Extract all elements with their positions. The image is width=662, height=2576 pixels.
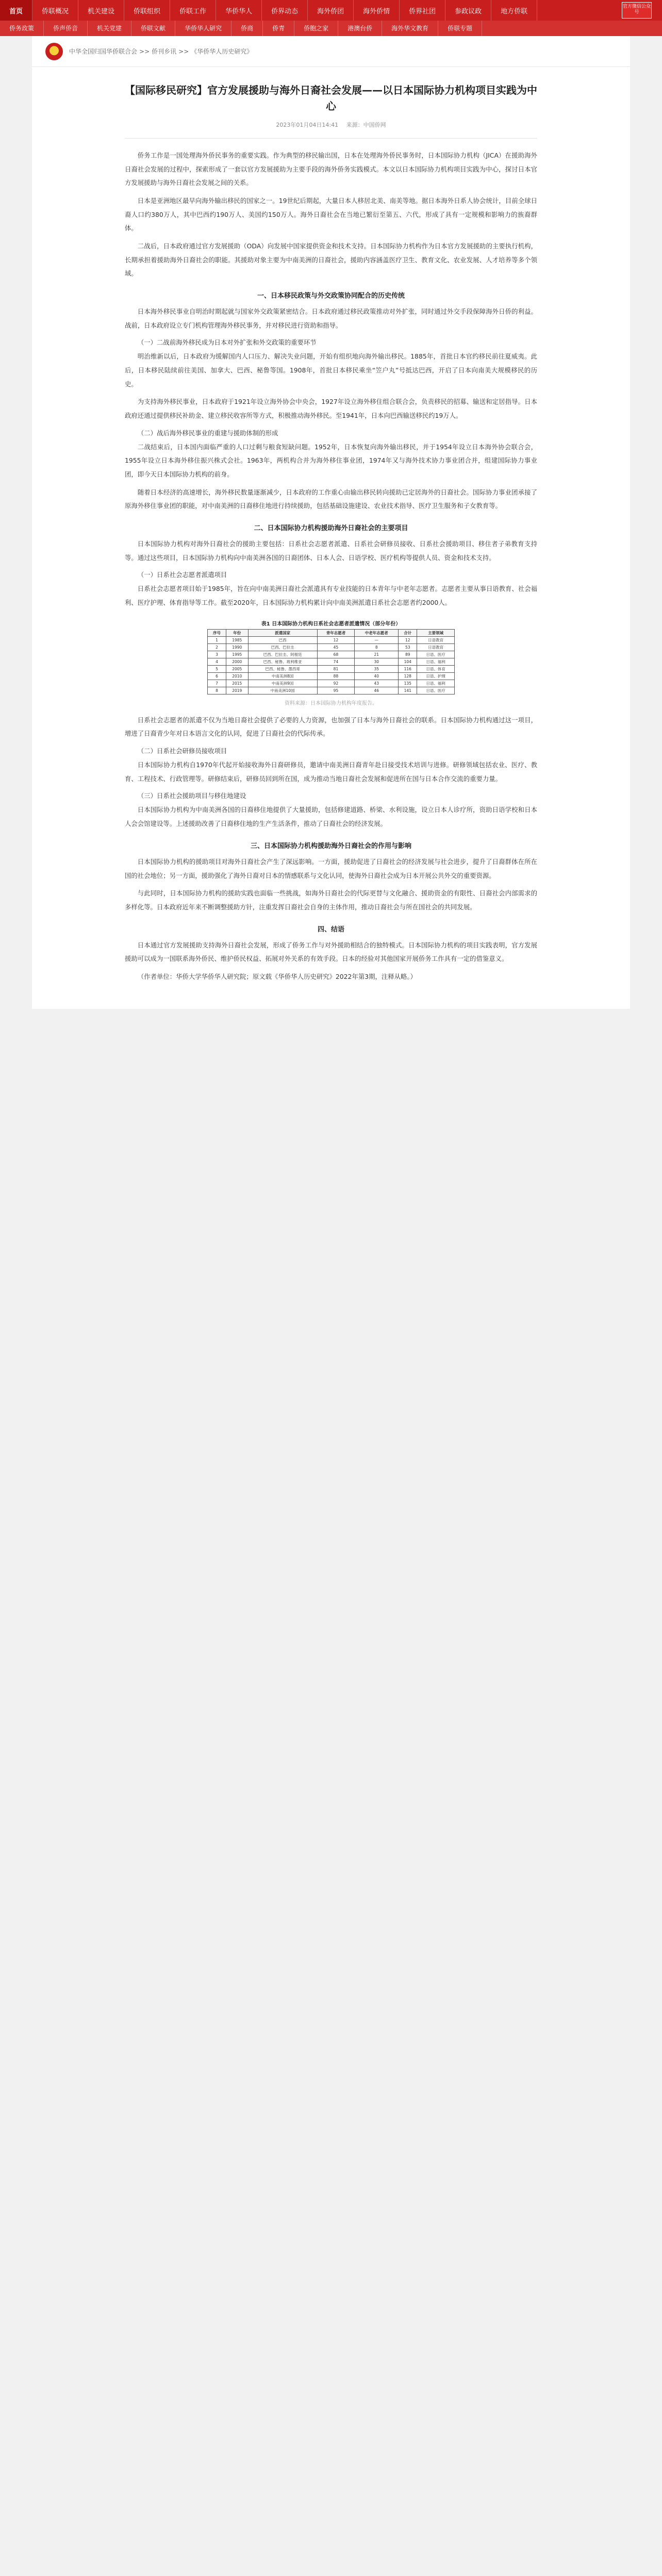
table-cell: 巴西、巴拉圭、阿根廷 [248,651,317,658]
table-cell: 日语、福利 [417,658,455,665]
emblem-icon [45,43,63,60]
subnav-item-1[interactable]: 侨声侨音 [44,21,88,36]
table-header: 中老年志愿者 [355,629,399,636]
paragraph: 日本国际协力机构的援助项目对海外日裔社会产生了深远影响。一方面，援助促进了日裔社会的经济发展与社会进步，提升了日裔群体在所在国的社会地位；另一方面，援助强化了海外日裔对日本的情感联系与文化认同，使海外日裔社会成为日本开展公共外交的重要资源。 [125,857,537,879]
table-cell: 40 [355,672,399,680]
table-cell: 1985 [226,636,248,643]
table-cell: 46 [355,687,399,694]
table-cell: 2 [208,643,226,651]
article-title: 【国际移民研究】官方发展援助与海外日裔社会发展——以日本国际协力机构项目实践为中心 [125,84,537,112]
table-cell: 2000 [226,658,248,665]
table-cell: 45 [317,643,355,651]
table-cell: 135 [399,680,417,687]
paragraph: 日本国际协力机构自1970年代起开始接收海外日裔研修员，邀请中南美洲日裔青年赴日接受技术培训与进修。研修领域包括农业、医疗、教育、工程技术、行政管理等。研修结束后，研修员回到所在国，成为推动当地日裔社会发展和促进所在国与日本合作交流的重要力量。 [125,761,537,783]
table-cell: 6 [208,672,226,680]
paragraph: 为支持海外移民事业，日本政府于1921年设立海外协会中央会，1927年设立海外移住组合联合会，负责移民的招募、输送和定居指导。日本政府还通过提供移民补助金、建立移民收容所等方式，积极推动海外移民。至1941年，日本向巴西输送移民约19万人。 [125,398,537,420]
paragraph: 侨务工作是一国处理海外侨民事务的重要实践。作为典型的移民输出国，日本在处理海外侨民事务时，日本国际协力机构（JICA）在援助海外日裔社会发展的过程中，探索形成了一套以官方发展援助为主要手段的海外侨务实践模式。本文以日本国际协力机构项目实践为中心，探讨日本官方发展援助与海外日裔社会发展之间的关系。 [125,151,537,187]
breadcrumb-current[interactable]: 《华侨华人历史研究》 [191,48,253,55]
section-heading: 一、日本移民政策与外交政策协同配合的历史传统 [257,292,405,300]
paragraph: 日本是亚洲地区最早向海外输出移民的国家之一。19世纪后期起，大量日本人移居北美、南美等地。据日本海外日系人协会统计，目前全球日裔人口约380万人，其中巴西约190万人、美国约150万人。海外日裔社会在当地已繁衍至第五、六代，形成了具有一定规模和影响力的族裔群体。 [125,197,538,232]
table-cell: 12 [317,636,355,643]
table-cell: 日语教育 [417,643,455,651]
table-cell: 2010 [226,672,248,680]
table-row [208,680,455,687]
table-cell: 21 [355,651,399,658]
nav-item-6[interactable]: 侨界动态 [262,0,308,21]
breadcrumb-sep: >> [139,47,150,55]
breadcrumb-home[interactable]: 中华全国归国华侨联合会 [69,48,138,55]
table-cell: 巴西、秘鲁、玻利维亚 [248,658,317,665]
table-header: 青年志愿者 [317,629,355,636]
table-cell: 95 [317,687,355,694]
table-header: 年份 [226,629,248,636]
table-cell: 12 [399,636,417,643]
nav-item-7[interactable]: 海外侨团 [308,0,354,21]
table-cell: 3 [208,651,226,658]
section-heading: 二、日本国际协力机构援助海外日裔社会的主要项目 [254,524,408,533]
section-heading: 三、日本国际协力机构援助海外日裔社会的作用与影响 [250,842,411,850]
table-cell: 92 [317,680,355,687]
paragraph: 随着日本经济的高速增长，海外移民数量逐渐减少，日本政府的工作重心由输出移民转向援助已定居海外的日裔社会。国际协力事业团承接了原海外移住事业团的职能，对中南美洲的日裔移住地进行持续援助，包括基础设施建设、农业技术指导、医疗卫生服务和子女教育等。 [125,488,537,510]
table-row [208,651,455,658]
table-cell: 7 [208,680,226,687]
nav-item-4[interactable]: 侨联工作 [170,0,216,21]
top-nav [0,0,662,21]
paragraph: 二战后，日本政府通过官方发展援助（ODA）向发展中国家提供资金和技术支持。日本国际协力机构作为日本官方发展援助的主要执行机构，长期承担着援助海外日裔社会的职能。其援助对象主要为中南美洲的日裔社会，援助内容涵盖医疗卫生、教育文化、农业发展、人才培养等多个领域。 [125,242,537,278]
section-heading: 四、结语 [317,925,344,934]
table-caption: 表1 日本国际协力机构日系社会志愿者派遣情况（部分年份） [261,621,401,627]
table-cell: 81 [317,665,355,672]
nav-item-11[interactable]: 地方侨联 [491,0,537,21]
table-row [208,658,455,665]
article-source: 来源：中国侨网 [346,122,386,128]
table-cell: 8 [208,687,226,694]
table-cell: 89 [399,651,417,658]
table-header: 主要领域 [417,629,455,636]
subnav-item-10[interactable]: 侨联专题 [438,21,482,36]
subnav-item-2[interactable]: 机关党建 [88,21,131,36]
article [32,67,630,1009]
table-cell: 日语、福利 [417,680,455,687]
table-cell: — [355,636,399,643]
table-cell: 日语、护理 [417,672,455,680]
table-cell: 43 [355,680,399,687]
table-row [208,643,455,651]
subnav-item-3[interactable]: 侨联文献 [131,21,175,36]
subsection-heading: （三）日系社会援助项目与移住地建设 [137,792,246,800]
sub-nav [0,21,662,36]
table-row [208,636,455,643]
subsection-heading: （一）日系社会志愿者派遣项目 [137,571,227,579]
article-date: 2023年01月04日14:41 [276,122,339,128]
divider [125,138,537,139]
table-note: 资料来源：日本国际协力机构年度报告。 [285,700,377,706]
table-cell: 35 [355,665,399,672]
table-header: 序号 [208,629,226,636]
table-header: 派遣国家 [248,629,317,636]
table-cell: 2005 [226,665,248,672]
data-table [207,619,455,694]
paragraph: 日本通过官方发展援助支持海外日裔社会发展，形成了侨务工作与对外援助相结合的独特模式。日本国际协力机构的项目实践表明，官方发展援助可以成为一国联系海外侨民、维护侨民权益、拓展对外关系的有效手段。日本的经验对其他国家开展侨务工作具有一定的借鉴意义。 [125,941,537,963]
nav-item-3[interactable]: 侨联组织 [124,0,170,21]
breadcrumb-section[interactable]: 侨刊乡讯 [152,48,177,55]
article-body [125,149,537,984]
table-cell: 日语教育 [417,636,455,643]
table-cell: 30 [355,658,399,665]
table-cell: 巴西、秘鲁、墨西哥 [248,665,317,672]
subsection-heading: （一）二战前海外移民成为日本对外扩张和外交政策的重要环节 [137,338,317,347]
nav-item-0[interactable]: 首页 [0,0,32,21]
table-cell: 141 [399,687,417,694]
table-cell: 中南美洲10国 [248,687,317,694]
subnav-item-8[interactable]: 港澳台侨 [338,21,382,36]
table-cell: 中南美洲9国 [248,680,317,687]
paragraph: 日系社会志愿者的派遣不仅为当地日裔社会提供了必要的人力资源，也加强了日本与海外日裔社会的联系。日本国际协力机构通过这一项目，增进了日裔青少年对日本语言文化的认同，促进了日裔社会的代际传承。 [125,716,537,738]
table-cell: 5 [208,665,226,672]
table-cell: 1 [208,636,226,643]
subnav-item-9[interactable]: 海外华文教育 [382,21,438,36]
paragraph: 二战结束后，日本国内面临严重的人口过剩与粮食短缺问题。1952年，日本恢复向海外输出移民，并于1954年设立日本海外协会联合会，1955年设立日本海外移住振兴株式会社。1963年，两机构合并为海外移住事业团，1974年又与海外技术协力事业团合并，组建国际协力事业团，即今天日本国际协力机构的前身。 [125,443,537,479]
table-cell: 104 [399,658,417,665]
paragraph: 明治维新以后，日本政府为缓解国内人口压力、解决失业问题，开始有组织地向海外输出移民。1885年，首批日本官约移民前往夏威夷。此后，日本移民陆续前往美国、加拿大、巴西、秘鲁等国。1908年，首批日本移民乘坐“笠户丸”号抵达巴西，开启了日本向南美大规模移民的历史。 [125,352,537,388]
table-cell: 日语、医疗 [417,651,455,658]
table-row [208,672,455,680]
subnav-item-7[interactable]: 侨胞之家 [294,21,338,36]
table-cell: 巴西 [248,636,317,643]
paragraph: 日本国际协力机构对海外日裔社会的援助主要包括：日系社会志愿者派遣、日系社会研修员接收、日系社会援助项目、移住者子弟教育支持等。通过这些项目，日本国际协力机构向中南美洲各国的日裔团体、日本人会、日语学校、医疗机构等提供人员、资金和技术支持。 [125,540,537,562]
nav-item-2[interactable]: 机关建设 [78,0,124,21]
table-cell: 8 [355,643,399,651]
breadcrumb-sep: >> [178,47,189,55]
nav-item-9[interactable]: 侨界社团 [400,0,445,21]
paragraph: 与此同时，日本国际协力机构的援助实践也面临一些挑战，如海外日裔社会的代际更替与文化融合、援助资金的有限性、日裔社会内部需求的多样化等。日本政府近年来不断调整援助方针，注重发挥日裔社会自身的主体作用，推动日裔社会与所在国社会的共同发展。 [125,889,537,911]
table-cell: 74 [317,658,355,665]
table-cell: 116 [399,665,417,672]
qr-label: 官方微信公众号 [622,2,652,19]
table-cell: 巴西、巴拉圭 [248,643,317,651]
paragraph: 日本国际协力机构为中南美洲各国的日裔移住地提供了大量援助，包括修建道路、桥梁、水利设施，设立日本人诊疗所，资助日语学校和日本人会会馆建设等。上述援助改善了日裔移住地的生产生活条件，推动了日裔社会的经济发展。 [125,806,537,828]
nav-item-1[interactable]: 侨联概况 [32,0,78,21]
table-row [208,665,455,672]
subsection-heading: （二）战后海外移民事业的重建与援助体制的形成 [137,429,278,437]
table-cell: 88 [317,672,355,680]
nav-item-10[interactable]: 参政议政 [445,0,491,21]
table-cell: 68 [317,651,355,658]
table-cell: 1995 [226,651,248,658]
paragraph: （作者单位：华侨大学华侨华人研究院；原文载《华侨华人历史研究》2022年第3期，注释从略。） [137,972,417,980]
table-cell: 日语、体育 [417,665,455,672]
breadcrumb [32,36,630,67]
table-cell: 53 [399,643,417,651]
table-cell: 中南美洲8国 [248,672,317,680]
nav-item-8[interactable]: 海外侨情 [354,0,400,21]
paragraph: 日系社会志愿者项目始于1985年，旨在向中南美洲日裔社会派遣具有专业技能的日本青年与中老年志愿者。志愿者主要从事日语教育、社会福利、医疗护理、体育指导等工作。截至2020年，日本国际协力机构累计向中南美洲派遣日系社会志愿者约2000人。 [125,585,537,607]
subnav-item-6[interactable]: 侨青 [263,21,294,36]
nav-item-5[interactable]: 华侨华人 [216,0,262,21]
subnav-item-4[interactable]: 华侨华人研究 [175,21,231,36]
table-cell: 2015 [226,680,248,687]
table-cell: 4 [208,658,226,665]
subnav-item-5[interactable]: 侨商 [231,21,263,36]
table-cell: 2019 [226,687,248,694]
subsection-heading: （二）日系社会研修员接收项目 [137,747,227,755]
table-row [208,687,455,694]
table-cell: 日语、医疗 [417,687,455,694]
subnav-item-0[interactable]: 侨务政策 [0,21,44,36]
article-meta [125,121,537,129]
paragraph: 日本海外移民事业自明治时期起就与国家外交政策紧密结合。日本政府通过移民政策推动对外扩张，同时通过外交手段保障海外日侨的利益。战前，日本政府设立专门机构管理海外移民事务，并对移民进行资助和指导。 [125,308,537,329]
table-cell: 128 [399,672,417,680]
page-container [32,36,630,1009]
table-header: 合计 [399,629,417,636]
table-cell: 1990 [226,643,248,651]
